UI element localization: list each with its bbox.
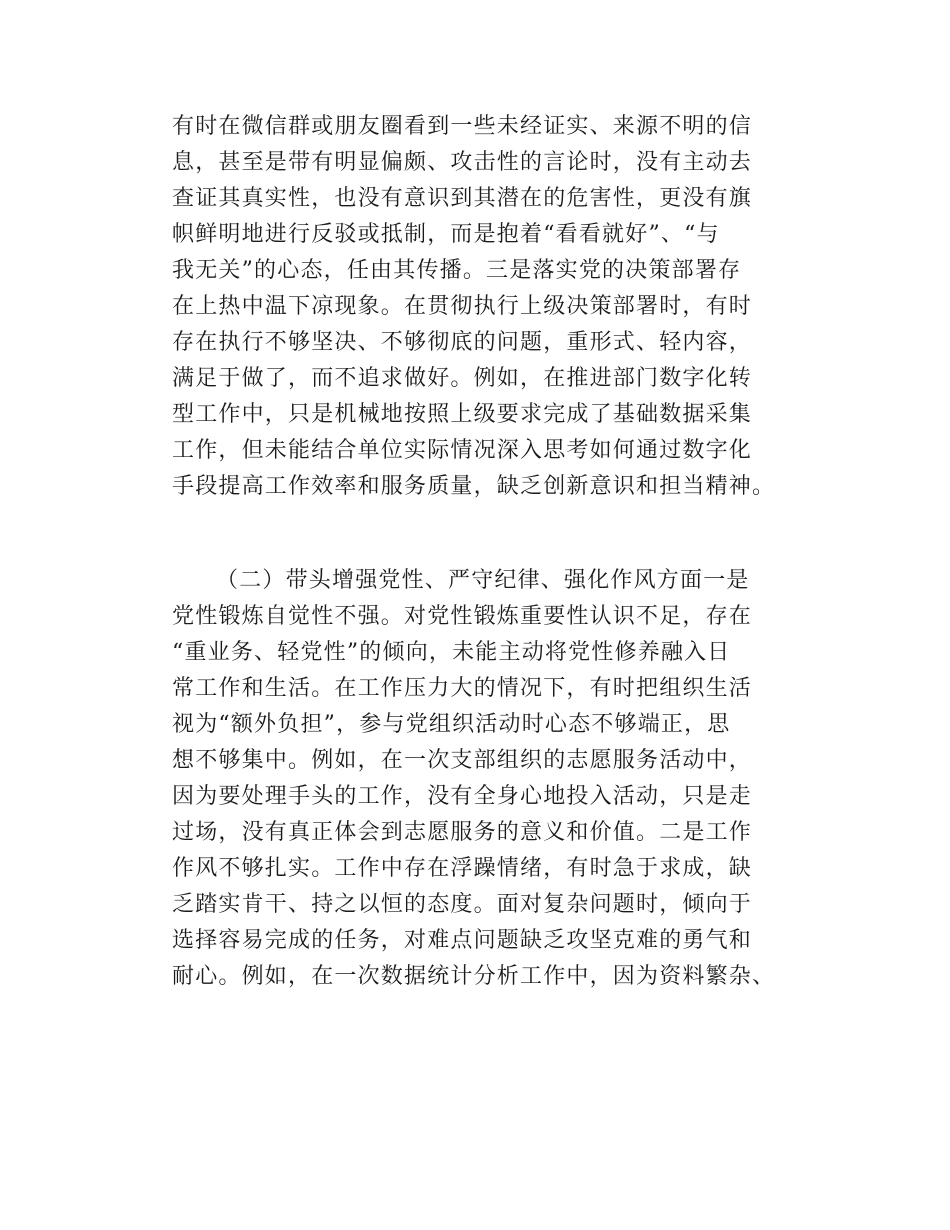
text-line: 帜鲜明地进行反驳或抵制，而是抱着“看看就好”、“与 [172,222,720,247]
text-line: 在上热中温下凉现象。在贯彻执行上级决策部署时，有时 [172,294,753,319]
text-line: 乏踏实肯干、持之以恒的态度。面对复杂问题时，倾向于 [172,892,753,917]
text-line: 工作，但未能结合单位实际情况深入思考如何通过数字化 [172,438,753,463]
text-line: 选择容易完成的任务，对难点问题缺乏攻坚克难的勇气和 [172,928,753,953]
text-line: 耐心。例如，在一次数据统计分析工作中，因为资料繁杂、 [172,964,776,989]
text-line: 息，甚至是带有明显偏颇、攻击性的言论时，没有主动去 [172,150,753,175]
text-line: 有时在微信群或朋友圈看到一些未经证实、来源不明的信 [172,114,753,139]
text-line: 想不够集中。例如，在一次支部组织的志愿服务活动中， [172,748,753,773]
paragraph-1 [172,109,812,505]
text-line: 型工作中，只是机械地按照上级要求完成了基础数据采集 [172,402,753,427]
text-line: 视为“额外负担”，参与党组织活动时心态不够端正，思 [172,712,731,737]
text-line: 党性锻炼自觉性不强。对党性锻炼重要性认识不足，存在 [172,604,753,629]
text-line: 因为要处理手头的工作，没有全身心地投入活动，只是走 [172,784,753,809]
text-line: 手段提高工作效率和服务质量，缺乏创新意识和担当精神。 [172,474,776,499]
text-line: “重业务、轻党性”的倾向，未能主动将党性修养融入日 [172,640,731,665]
text-line: 我无关”的心态，任由其传播。三是落实党的决策部署存 [172,258,742,283]
paragraph-2 [172,563,812,995]
text-line: 常工作和生活。在工作压力大的情况下，有时把组织生活 [172,676,753,701]
text-line: 过场，没有真正体会到志愿服务的意义和价值。二是工作 [172,820,753,845]
text-line: 作风不够扎实。工作中存在浮躁情绪，有时急于求成，缺 [172,856,753,881]
text-line: 满足于做了，而不追求做好。例如，在推进部门数字化转 [172,366,753,391]
section-heading-line: （二）带头增强党性、严守纪律、强化作风方面一是 [216,568,750,593]
text-line: 存在执行不够坚决、不够彻底的问题，重形式、轻内容， [172,330,753,355]
text-line: 查证其真实性，也没有意识到其潜在的危害性，更没有旗 [172,186,753,211]
